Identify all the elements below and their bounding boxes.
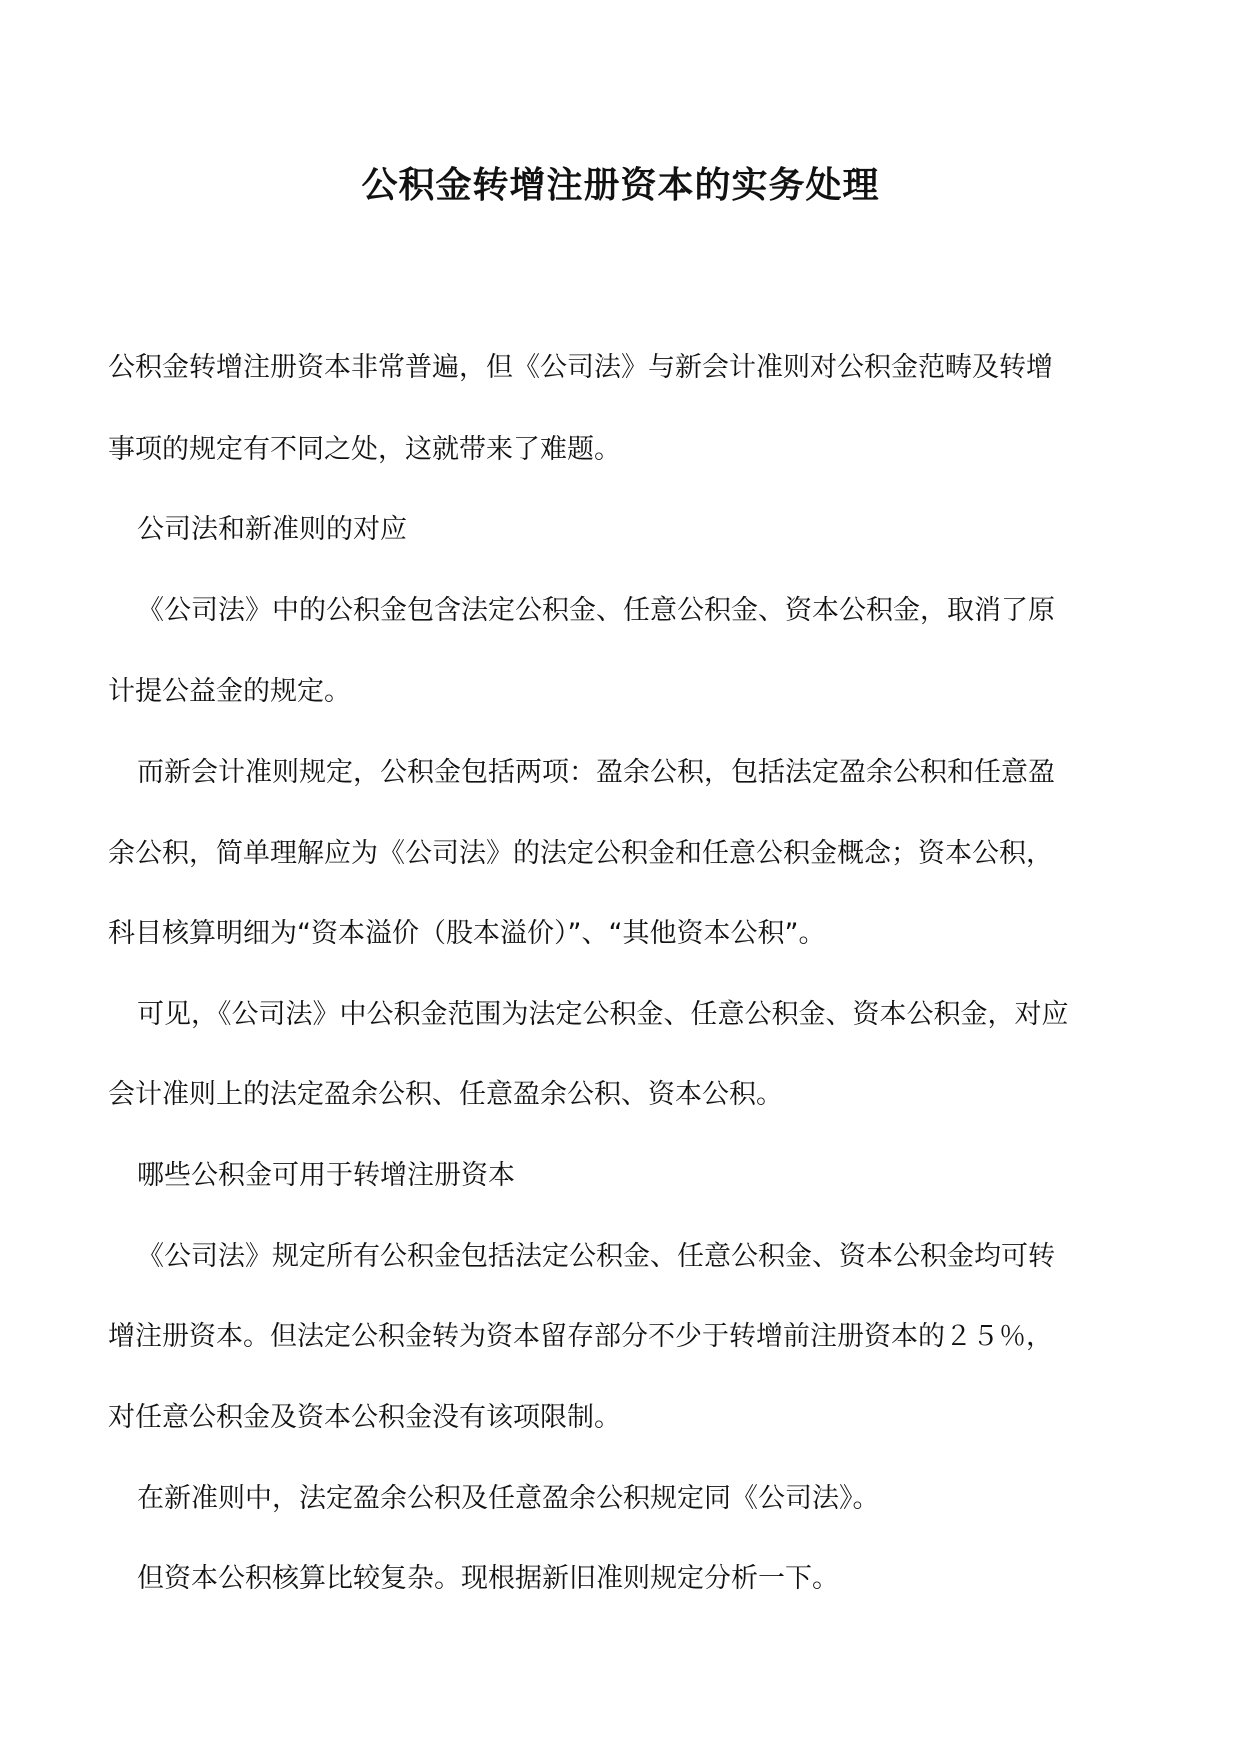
paragraph-4-line-1: 可见，《公司法》中公积金范围为法定公积金、任意公积金、资本公积金，对应 — [137, 999, 1069, 1030]
paragraph-2-line-1: 《公司法》中的公积金包含法定公积金、任意公积金、资本公积金，取消了原 — [137, 595, 1055, 626]
document-title: 公积金转增注册资本的实务处理 — [361, 165, 880, 206]
paragraph-4-line-2: 会计准则上的法定盈余公积、任意盈余公积、资本公积。 — [108, 1079, 783, 1110]
paragraph-5-line-1: 《公司法》规定所有公积金包括法定公积金、任意公积金、资本公积金均可转 — [137, 1241, 1055, 1272]
paragraph-5-line-2: 增注册资本。但法定公积金转为资本留存部分不少于转增前注册资本的２５％， — [108, 1321, 1053, 1352]
paragraph-3-line-1: 而新会计准则规定，公积金包括两项：盈余公积，包括法定盈余公积和任意盈 — [137, 757, 1055, 788]
section-heading-correspondence: 公司法和新准则的对应 — [137, 514, 407, 545]
section-heading-eligible-reserves: 哪些公积金可用于转增注册资本 — [137, 1160, 515, 1191]
paragraph-5-line-3: 对任意公积金及资本公积金没有该项限制。 — [108, 1402, 621, 1433]
paragraph-2-line-2: 计提公益金的规定。 — [108, 676, 351, 707]
paragraph-3-line-2: 余公积，简单理解应为《公司法》的法定公积金和任意公积金概念；资本公积， — [108, 838, 1053, 869]
paragraph-7: 但资本公积核算比较复杂。现根据新旧准则规定分析一下。 — [137, 1563, 839, 1594]
paragraph-6: 在新准则中，法定盈余公积及任意盈余公积规定同《公司法》。 — [137, 1483, 880, 1514]
paragraph-1-line-2: 事项的规定有不同之处，这就带来了难题。 — [108, 434, 621, 465]
paragraph-3-line-3: 科目核算明细为“资本溢价（股本溢价）”、“其他资本公积”。 — [108, 918, 826, 949]
paragraph-1-line-1: 公积金转增注册资本非常普遍，但《公司法》与新会计准则对公积金范畴及转增 — [108, 352, 1053, 383]
